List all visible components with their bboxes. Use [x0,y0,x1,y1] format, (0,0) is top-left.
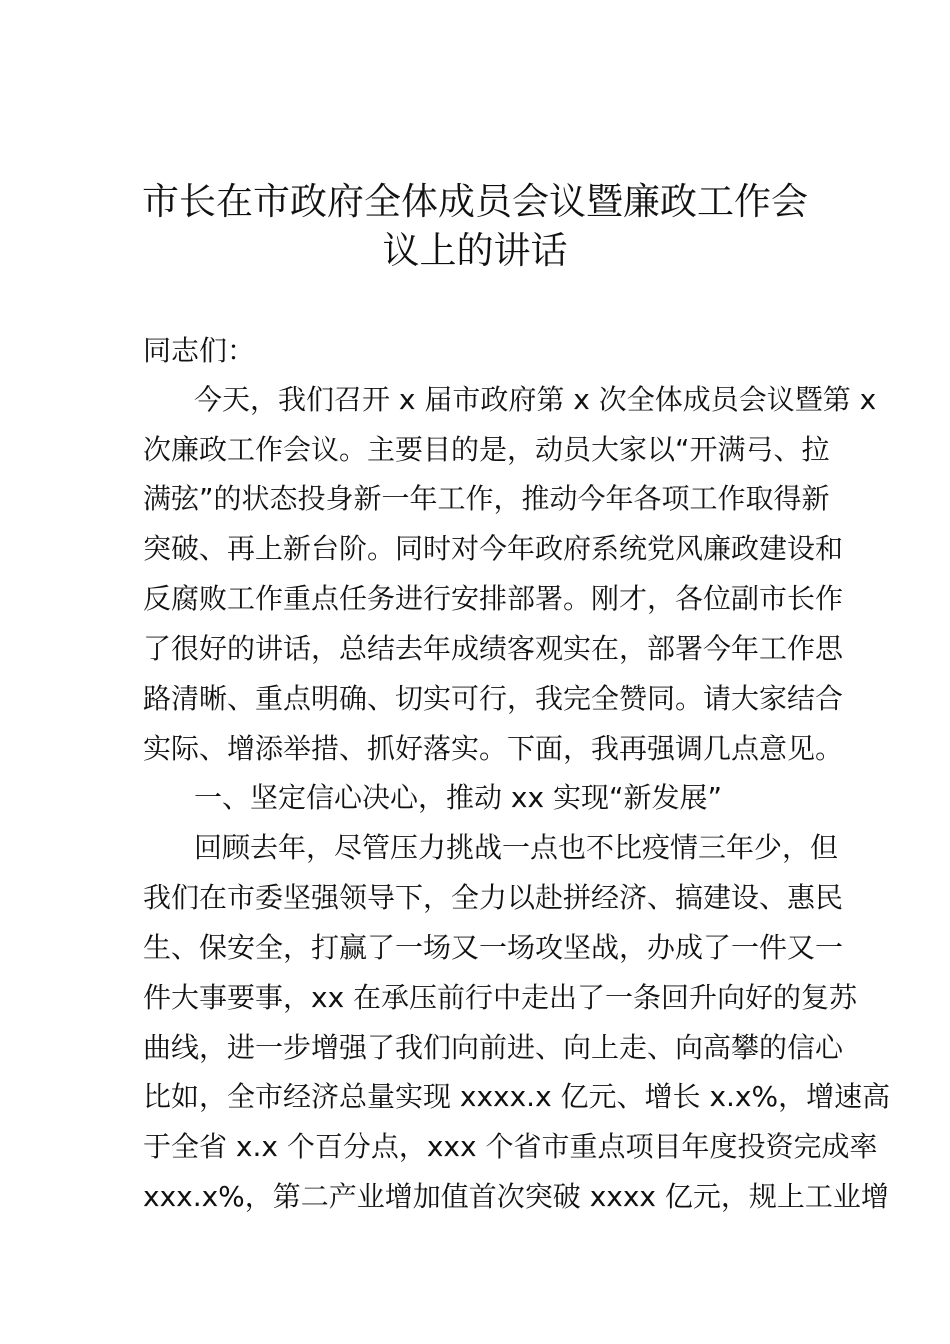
salutation: 同志们： [143,334,256,367]
paragraph-line: 于全省 x.x 个百分点，xxx 个省市重点项目年度投资完成率 [143,1130,878,1163]
section-heading: 一、坚定信心决心，推动 xx 实现“新发展” [194,781,722,814]
document-title-line-2: 议上的讲话 [382,229,568,272]
paragraph-line: 满弦”的状态投身新一年工作，推动今年各项工作取得新 [143,482,830,515]
paragraph-line: 生、保安全，打赢了一场又一场攻坚战，办成了一件又一 [143,931,844,964]
paragraph-line: xxx.x%，第二产业增加值首次突破 xxxx 亿元，规上工业增 [143,1180,889,1213]
paragraph-line: 突破、再上新台阶。同时对今年政府系统党风廉政建设和 [143,532,844,565]
paragraph-line: 件大事要事，xx 在承压前行中走出了一条回升向好的复苏 [143,981,858,1014]
paragraph-line: 了很好的讲话，总结去年成绩客观实在，部署今年工作思 [143,632,844,665]
paragraph-line: 实际、增添举措、抓好落实。下面，我再强调几点意见。 [143,732,844,765]
paragraph-line: 次廉政工作会议。主要目的是，动员大家以“开满弓、拉 [143,433,830,466]
paragraph-line: 今天，我们召开 x 届市政府第 x 次全体成员会议暨第 x [194,383,877,416]
paragraph-line: 路清晰、重点明确、切实可行，我完全赞同。请大家结合 [143,682,844,715]
paragraph-line: 反腐败工作重点任务进行安排部署。刚才，各位副市长作 [143,582,844,615]
document-title-line-1: 市长在市政府全体成员会议暨廉政工作会 [142,180,808,223]
paragraph-line: 比如，全市经济总量实现 xxxx.x 亿元、增长 x.x%，增速高 [143,1080,891,1113]
paragraph-line: 我们在市委坚强领导下，全力以赴拼经济、搞建设、惠民 [143,881,844,914]
paragraph-line: 回顾去年，尽管压力挑战一点也不比疫情三年少，但 [194,831,839,864]
paragraph-line: 曲线，进一步增强了我们向前进、向上走、向高攀的信心 [143,1031,844,1064]
